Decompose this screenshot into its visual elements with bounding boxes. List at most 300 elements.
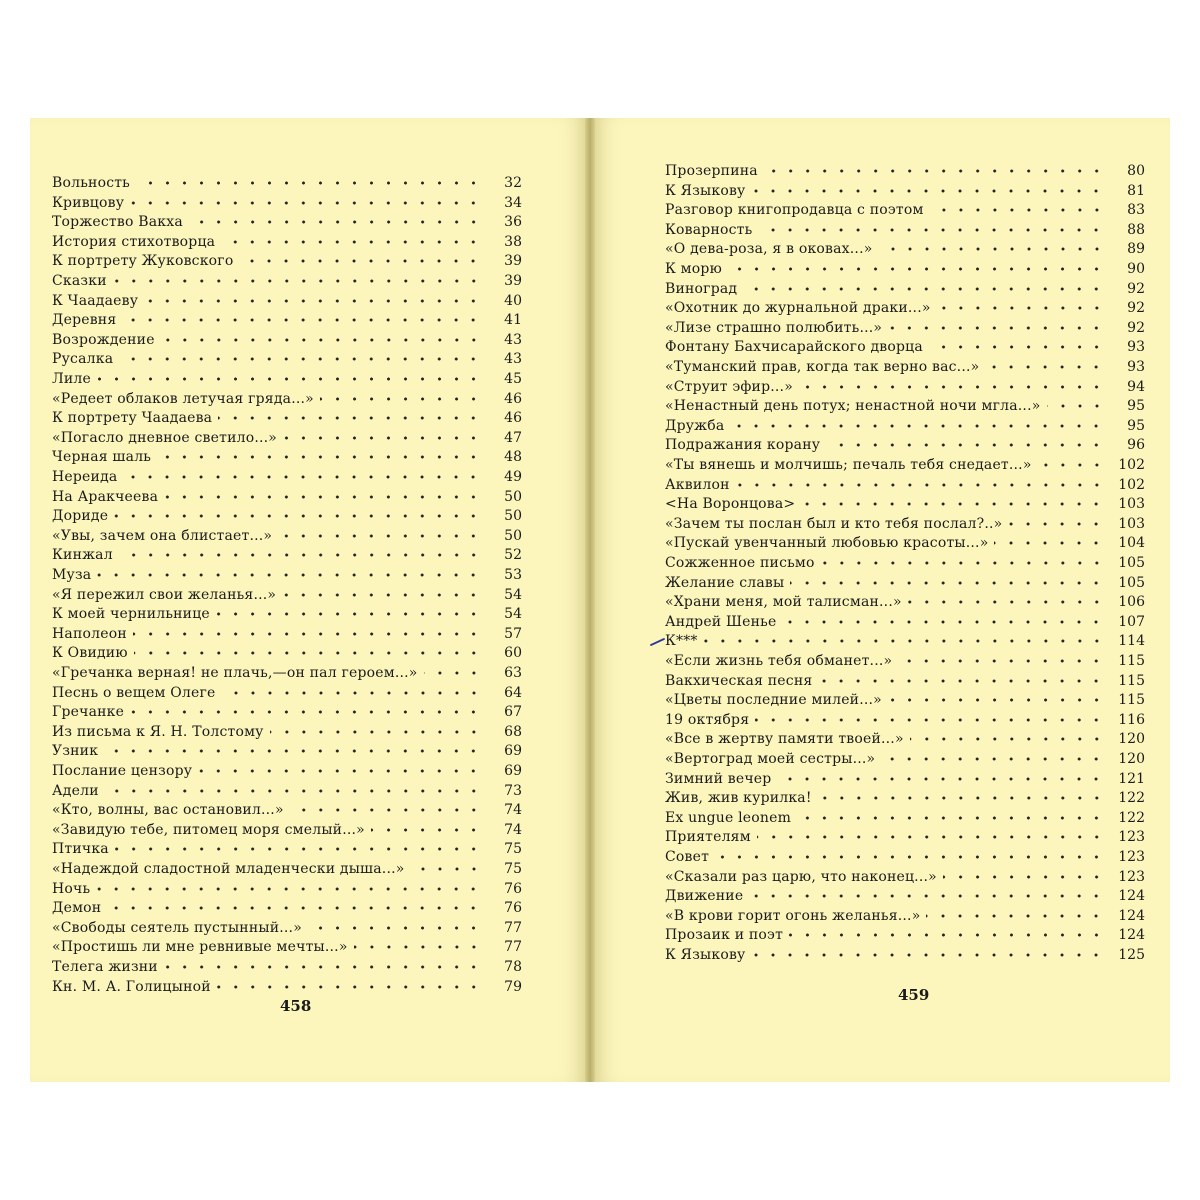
toc-entry xyxy=(52,797,522,817)
toc-entry xyxy=(52,954,522,974)
toc-entry-page: 125 xyxy=(1118,947,1145,963)
toc-entry-page: 115 xyxy=(1118,692,1145,709)
dot-leader xyxy=(790,579,1105,587)
dot-leader xyxy=(104,747,482,755)
toc-entry xyxy=(665,589,1145,609)
toc-entry-title: Русалка xyxy=(52,351,114,368)
toc-entry-title: Ночь xyxy=(52,880,91,897)
dot-leader xyxy=(930,206,1105,214)
toc-entry xyxy=(665,903,1145,923)
toc-entry-title: «Струит эфир...» xyxy=(665,378,793,395)
toc-entry-page: 106 xyxy=(1118,594,1145,611)
toc-entry-page: 43 xyxy=(504,331,522,348)
toc-entry-page: 69 xyxy=(504,763,522,779)
toc-entry-title: Кинжал xyxy=(52,547,113,564)
toc-entry xyxy=(52,640,522,660)
toc-entry xyxy=(665,570,1145,590)
dot-leader xyxy=(290,806,482,814)
toc-entry-title: К морю xyxy=(665,261,722,277)
toc-entry-page: 107 xyxy=(1118,613,1145,630)
toc-entry-title: «Завидую тебе, питомец моря смелый...» xyxy=(52,821,365,838)
toc-entry-title: К Чаадаеву xyxy=(52,292,139,309)
dot-leader xyxy=(97,375,482,383)
dot-leader xyxy=(216,610,482,618)
dot-leader xyxy=(105,787,482,795)
toc-entry-page: 105 xyxy=(1118,555,1145,571)
toc-entry-title: К Овидию xyxy=(52,645,128,662)
toc-entry-page: 115 xyxy=(1118,653,1145,669)
toc-entry-title: Виноград xyxy=(665,280,738,297)
toc-entry-page: 54 xyxy=(504,606,522,623)
toc-entry-title: Подражания корану xyxy=(665,437,821,454)
toc-entry-title: 19 октября xyxy=(665,711,750,728)
toc-entry xyxy=(665,452,1145,472)
toc-entry-page: 52 xyxy=(504,547,522,564)
toc-entry-title: Сожженное письмо xyxy=(665,555,815,571)
dot-leader xyxy=(96,885,482,893)
toc-entry-title: Коварность xyxy=(665,221,753,238)
dot-leader xyxy=(799,383,1105,391)
toc-entry-title: «Лизе страшно полюбить...» xyxy=(665,319,883,336)
toc-entry-title: Аквилон xyxy=(665,476,730,493)
dot-leader xyxy=(1038,461,1105,469)
dot-leader xyxy=(354,943,482,951)
dot-leader xyxy=(926,912,1105,920)
toc-entry xyxy=(52,209,522,229)
toc-entry xyxy=(52,680,522,700)
toc-entry-page: 116 xyxy=(1118,711,1145,728)
toc-entry xyxy=(665,668,1145,688)
toc-entry xyxy=(52,248,522,268)
toc-entry-page: 115 xyxy=(1118,672,1145,689)
toc-entry-title: Прозерпина xyxy=(665,163,758,179)
toc-entry-page: 79 xyxy=(504,978,522,995)
toc-entry-title: <На Воронцова> xyxy=(665,496,796,513)
toc-entry xyxy=(52,778,522,798)
dot-leader xyxy=(1008,520,1105,528)
toc-entry-title: «Я пережил свои желанья...» xyxy=(52,586,277,603)
toc-entry-page: 120 xyxy=(1118,751,1145,767)
toc-entry xyxy=(665,334,1145,354)
dot-leader xyxy=(283,434,482,442)
dot-leader xyxy=(198,767,482,775)
dot-leader xyxy=(221,238,482,246)
dot-leader xyxy=(755,716,1105,724)
toc-entry xyxy=(52,425,522,445)
toc-entry-page: 63 xyxy=(504,665,522,681)
toc-entry-title: Птичка xyxy=(52,841,109,858)
dot-leader xyxy=(728,265,1105,273)
toc-entry-page: 95 xyxy=(1127,417,1145,434)
dot-leader xyxy=(217,983,482,991)
dot-leader xyxy=(134,649,482,657)
toc-entry-page: 43 xyxy=(504,351,522,368)
toc-entry-page: 76 xyxy=(504,880,522,897)
dot-leader xyxy=(1047,402,1106,410)
toc-entry-page: 64 xyxy=(504,684,522,701)
toc-entry-page: 77 xyxy=(504,919,522,936)
dot-leader xyxy=(239,257,482,265)
dot-leader xyxy=(764,167,1105,175)
toc-entry-title: Дориде xyxy=(52,508,109,525)
toc-entry-title: «Увы, зачем она блистает...» xyxy=(52,527,273,544)
dot-leader xyxy=(818,677,1105,685)
dot-leader xyxy=(278,532,482,540)
toc-entry-page: 57 xyxy=(504,625,522,642)
toc-entry-title: Фонтану Бахчисарайского дворца xyxy=(665,339,923,356)
toc-entry xyxy=(665,766,1145,786)
toc-entry xyxy=(665,491,1145,511)
toc-entry-page: 90 xyxy=(1127,261,1145,277)
toc-entry-page: 54 xyxy=(504,586,522,603)
dot-leader xyxy=(123,473,482,481)
dot-leader xyxy=(282,591,482,599)
toc-entry-title: Узник xyxy=(52,743,99,760)
toc-entry xyxy=(665,511,1145,531)
toc-entry-title: На Аракчеева xyxy=(52,488,159,505)
dot-leader xyxy=(751,187,1105,195)
toc-entry xyxy=(52,660,522,680)
toc-entry xyxy=(665,236,1145,256)
dot-leader xyxy=(994,539,1105,547)
toc-entry xyxy=(52,856,522,876)
dot-leader xyxy=(937,304,1105,312)
toc-entry-title: Торжество Вакха xyxy=(52,214,183,231)
toc-entry-page: 49 xyxy=(504,469,522,485)
book-gutter xyxy=(585,118,595,1082)
toc-entry xyxy=(665,805,1145,825)
toc-entry xyxy=(52,346,522,366)
toc-entry xyxy=(665,609,1145,629)
toc-entry-page: 53 xyxy=(504,567,522,583)
dot-leader xyxy=(97,571,482,579)
toc-entry-page: 40 xyxy=(504,292,522,309)
toc-entry-title: К Языкову xyxy=(665,182,746,199)
toc-entry-title: «Редеет облаков летучая гряда...» xyxy=(52,390,314,407)
toc-entry xyxy=(665,354,1145,374)
toc-entry-title: «Охотник до журнальной драки...» xyxy=(665,300,931,317)
toc-entry-page: 103 xyxy=(1118,515,1145,532)
dot-leader xyxy=(757,833,1105,841)
toc-entry-title: Демон xyxy=(52,900,102,917)
toc-entry-title: К моей чернильнице xyxy=(52,606,210,623)
toc-entry-page: 95 xyxy=(1127,398,1145,415)
toc-entry xyxy=(52,836,522,856)
toc-entry xyxy=(665,922,1145,942)
dot-leader xyxy=(320,395,482,403)
toc-entry xyxy=(52,895,522,915)
toc-entry-page: 89 xyxy=(1127,241,1145,258)
toc-entry-title: Нереида xyxy=(52,469,118,485)
toc-entry xyxy=(52,288,522,308)
dot-leader xyxy=(898,657,1105,665)
toc-entry xyxy=(665,883,1145,903)
toc-entry-page: 68 xyxy=(504,723,522,740)
toc-entry-page: 78 xyxy=(504,959,522,975)
toc-entry xyxy=(52,817,522,837)
toc-entry-title: Вольность xyxy=(52,175,131,191)
dot-leader xyxy=(715,853,1105,861)
toc-entry xyxy=(52,601,522,621)
toc-entry-title: Движение xyxy=(665,888,744,905)
toc-entry xyxy=(665,707,1145,727)
toc-entry-title: Возрождение xyxy=(52,331,155,348)
dot-leader xyxy=(164,493,482,501)
toc-entry xyxy=(52,268,522,288)
toc-entry xyxy=(665,413,1145,433)
toc-entry xyxy=(52,542,522,562)
dot-leader xyxy=(929,343,1105,351)
dot-leader xyxy=(782,618,1105,626)
toc-entry-page: 46 xyxy=(504,410,522,427)
toc-entry-page: 104 xyxy=(1118,535,1145,552)
dot-leader xyxy=(189,218,482,226)
toc-entry-title: К портрету Чаадаева xyxy=(52,410,213,427)
toc-entry-page: 123 xyxy=(1118,829,1145,846)
toc-entry-page: 114 xyxy=(1118,633,1145,650)
toc-entry-title: «Кто, волны, вас остановил...» xyxy=(52,802,284,819)
toc-entry xyxy=(52,464,522,484)
toc-entry-title: Лиле xyxy=(52,371,91,387)
toc-entry-title: Телега жизни xyxy=(52,959,158,975)
dot-leader xyxy=(114,512,482,520)
toc-entry-page: 92 xyxy=(1127,280,1145,297)
toc-entry-page: 39 xyxy=(504,253,522,270)
toc-entry-page: 74 xyxy=(504,802,522,819)
toc-entry xyxy=(665,217,1145,237)
toc-entry-title: «Ты вянешь и молчишь; печаль тебя снедает...» xyxy=(665,457,1032,473)
dot-leader xyxy=(985,363,1105,371)
toc-entry-title: Андрей Шенье xyxy=(665,613,777,630)
dot-leader xyxy=(218,414,482,422)
toc-entry xyxy=(52,738,522,758)
dot-leader xyxy=(751,951,1105,959)
toc-entry-title: «Простишь ли мне ревнивые мечты...» xyxy=(52,939,348,956)
toc-entry-title: «Пускай увенчанный любовью красоты...» xyxy=(665,535,989,552)
toc-entry-title: Приятелям xyxy=(665,829,751,846)
toc-entry xyxy=(665,315,1145,335)
dot-leader xyxy=(130,708,482,716)
toc-entry-page: 122 xyxy=(1118,790,1145,807)
toc-entry-title: Наполеон xyxy=(52,625,127,642)
dot-leader xyxy=(113,277,482,285)
toc-entry-page: 50 xyxy=(504,527,522,544)
toc-entry-title: Из письма к Я. Н. Толстому xyxy=(52,723,264,740)
toc-entry-page: 50 xyxy=(504,508,522,525)
toc-entry-title: Песнь о вещем Олеге xyxy=(52,684,216,701)
dot-leader xyxy=(222,689,482,697)
toc-entry-title: История стихотворца xyxy=(52,233,216,250)
toc-entry-title: К Языкову xyxy=(665,947,746,963)
toc-entry-title: «О дева-роза, я в оковах...» xyxy=(665,241,873,258)
toc-entry-page: 46 xyxy=(504,390,522,407)
toc-entry-title: «Гречанка верная! не плачь,—он пал героем...» xyxy=(52,665,418,681)
dot-leader xyxy=(371,826,482,834)
dot-leader xyxy=(424,669,482,677)
toc-entry-page: 93 xyxy=(1127,359,1145,375)
toc-entry-title: «Ненастный день потух; ненастной ночи мгла...» xyxy=(665,398,1041,415)
toc-entry-title: «Храни меня, мой талисман...» xyxy=(665,594,902,611)
dot-leader xyxy=(758,226,1105,234)
dot-leader xyxy=(888,696,1105,704)
toc-entry-page: 81 xyxy=(1127,182,1145,199)
toc-entry xyxy=(665,726,1145,746)
toc-entry-title: Жив, жив курилка! xyxy=(665,790,812,807)
toc-entry-title: «Вертоград моей сестры...» xyxy=(665,751,876,767)
toc-entry xyxy=(665,942,1145,962)
toc-entry xyxy=(52,621,522,641)
dot-leader xyxy=(826,441,1105,449)
dot-leader xyxy=(730,422,1105,430)
toc-entry xyxy=(52,523,522,543)
toc-entry-page: 120 xyxy=(1118,731,1145,748)
toc-entry xyxy=(52,934,522,954)
toc-entry xyxy=(665,256,1145,276)
toc-entry-page: 39 xyxy=(504,273,522,289)
toc-entry-title: Желание славы xyxy=(665,574,785,591)
toc-entry-title: Разговор книгопродавца с поэтом xyxy=(665,202,924,219)
toc-entry xyxy=(52,699,522,719)
toc-entry xyxy=(665,276,1145,296)
toc-entry xyxy=(665,550,1145,570)
pen-mark-icon xyxy=(650,637,666,647)
toc-entry-page: 122 xyxy=(1118,809,1145,826)
toc-entry-page: 105 xyxy=(1118,574,1145,591)
dot-leader xyxy=(119,551,482,559)
toc-entry xyxy=(665,295,1145,315)
toc-entry-title: Кривцову xyxy=(52,194,125,211)
toc-entry-page: 69 xyxy=(504,743,522,760)
dot-leader xyxy=(308,924,482,932)
dot-leader xyxy=(130,199,482,207)
toc-entry-title: Деревня xyxy=(52,312,117,329)
toc-entry xyxy=(665,158,1145,178)
toc-entry xyxy=(665,648,1145,668)
dot-leader xyxy=(122,316,482,324)
toc-entry xyxy=(52,582,522,602)
toc-entry xyxy=(52,405,522,425)
toc-entry-page: 88 xyxy=(1127,221,1145,238)
dot-leader xyxy=(749,892,1105,900)
toc-entry-page: 47 xyxy=(504,429,522,446)
dot-leader xyxy=(704,637,1105,645)
toc-entry-title: Вакхическая песня xyxy=(665,672,813,689)
toc-entry-page: 124 xyxy=(1118,927,1145,944)
toc-entry xyxy=(52,327,522,347)
toc-entry xyxy=(52,444,522,464)
dot-leader xyxy=(797,814,1105,822)
dot-leader xyxy=(879,245,1106,253)
toc-entry-page: 102 xyxy=(1118,476,1145,493)
toc-entry-page: 34 xyxy=(504,194,522,211)
toc-entry xyxy=(665,864,1145,884)
dot-leader xyxy=(411,865,482,873)
dot-leader xyxy=(144,297,482,305)
toc-entry xyxy=(665,687,1145,707)
toc-entry xyxy=(52,758,522,778)
toc-entry xyxy=(52,366,522,386)
dot-leader xyxy=(818,794,1105,802)
dot-leader xyxy=(136,179,482,187)
toc-entry-title: Послание цензору xyxy=(52,763,193,779)
toc-entry-title: Сказки xyxy=(52,273,107,289)
toc-entry-page: 80 xyxy=(1127,163,1145,179)
toc-entry xyxy=(665,746,1145,766)
dot-leader xyxy=(119,355,482,363)
toc-entry xyxy=(665,374,1145,394)
toc-entry-title: Ex ungue leonem xyxy=(665,809,792,826)
toc-entry-title: Гречанке xyxy=(52,704,125,721)
toc-entry-title: «Сказали раз царю, что наконец...» xyxy=(665,868,937,885)
toc-entry-title: «Свободы сеятель пустынный...» xyxy=(52,919,302,936)
toc-entry-page: 60 xyxy=(504,645,522,662)
toc-entry-page: 32 xyxy=(504,175,522,191)
toc-entry xyxy=(665,472,1145,492)
dot-leader xyxy=(270,728,482,736)
page-number-right: 459 xyxy=(898,986,930,1004)
toc-entry-page: 124 xyxy=(1118,907,1145,924)
toc-entry-title: «Все в жертву памяти твоей...» xyxy=(665,731,904,748)
page-number-left: 458 xyxy=(280,997,312,1015)
toc-entry-title: Прозаик и поэт xyxy=(665,927,784,944)
dot-leader xyxy=(736,481,1105,489)
toc-entry-page: 96 xyxy=(1127,437,1145,454)
toc-entry-title: К*** xyxy=(665,633,698,650)
toc-entry xyxy=(665,530,1145,550)
toc-entry-page: 67 xyxy=(504,704,522,721)
dot-leader xyxy=(107,904,482,912)
toc-entry xyxy=(665,628,1145,648)
toc-entry-title: «Зачем ты послан был и кто тебя послал?..» xyxy=(665,515,1003,532)
toc-entry-page: 103 xyxy=(1118,496,1145,513)
toc-entry xyxy=(665,824,1145,844)
toc-entry-page: 76 xyxy=(504,900,522,917)
toc-entry-title: Кн. М. А. Голицыной xyxy=(52,978,211,995)
toc-entry xyxy=(52,170,522,190)
toc-entry-title: «Цветы последние милей...» xyxy=(665,692,882,709)
dot-leader xyxy=(743,285,1105,293)
toc-entry xyxy=(665,785,1145,805)
toc-entry xyxy=(665,197,1145,217)
toc-entry-page: 41 xyxy=(504,312,522,329)
toc-entry-page: 123 xyxy=(1118,849,1145,865)
toc-entry-page: 75 xyxy=(504,841,522,858)
toc-entry-page: 38 xyxy=(504,233,522,250)
toc-entry xyxy=(52,190,522,210)
toc-entry-page: 92 xyxy=(1127,300,1145,317)
toc-entry-page: 102 xyxy=(1118,457,1145,473)
toc-entry-page: 92 xyxy=(1127,319,1145,336)
dot-leader xyxy=(164,963,482,971)
toc-entry-page: 83 xyxy=(1127,202,1145,219)
toc-entry xyxy=(665,844,1145,864)
toc-entry-page: 124 xyxy=(1118,888,1145,905)
toc-entry-page: 45 xyxy=(504,371,522,387)
toc-entry xyxy=(665,432,1145,452)
toc-entry-page: 73 xyxy=(504,782,522,799)
dot-leader xyxy=(908,598,1105,606)
toc-entry-title: Зимний вечер xyxy=(665,770,772,787)
toc-entry xyxy=(52,484,522,504)
toc-entry-page: 50 xyxy=(504,488,522,505)
toc-entry-page: 48 xyxy=(504,449,522,466)
toc-entry xyxy=(52,562,522,582)
dot-leader xyxy=(910,735,1105,743)
toc-entry xyxy=(52,503,522,523)
toc-entry-title: «Погасло дневное светило...» xyxy=(52,429,278,446)
toc-entry-title: «Если жизнь тебя обманет...» xyxy=(665,653,893,669)
toc-entry xyxy=(665,178,1145,198)
